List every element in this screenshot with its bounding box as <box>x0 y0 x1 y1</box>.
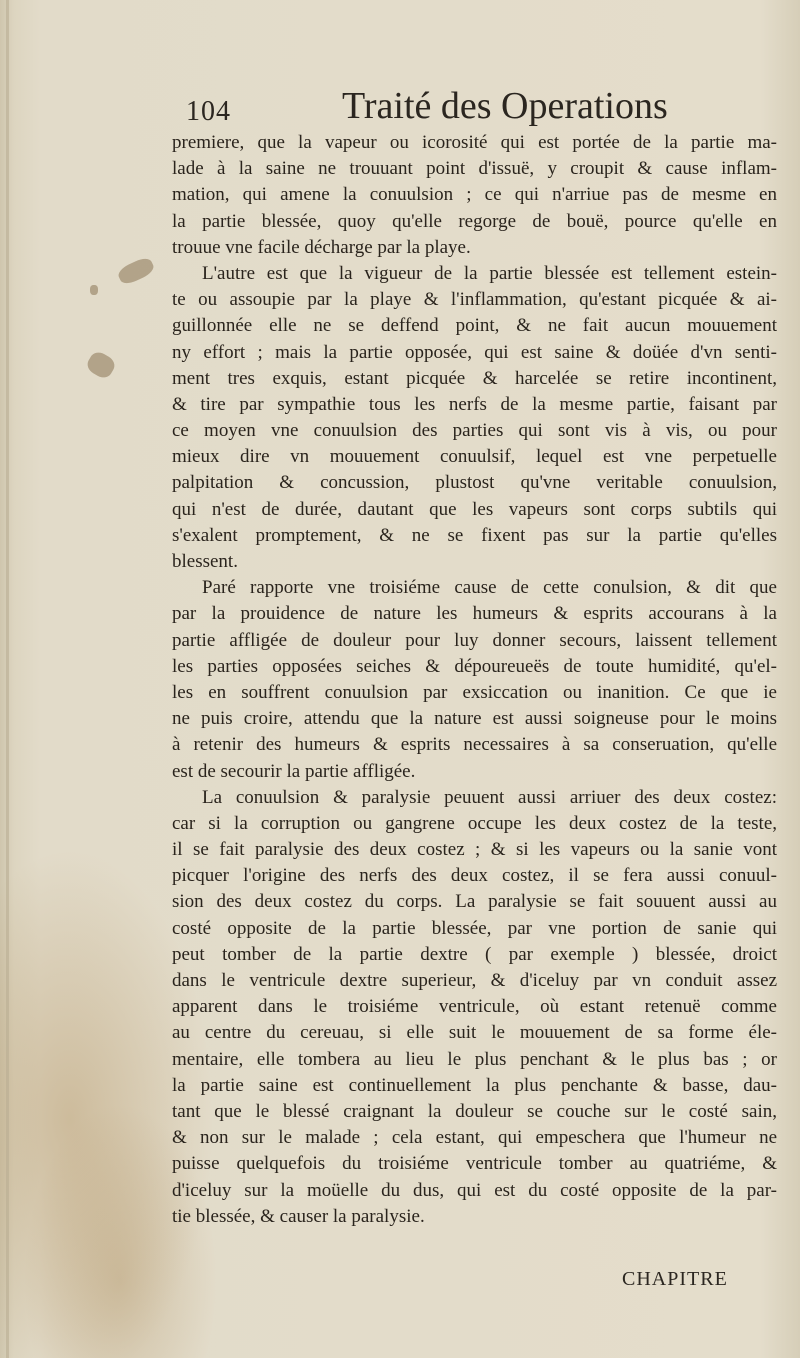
text-line: peut tomber de la partie dextre ( par exemple ) blessée, droict <box>172 943 777 965</box>
text-line: la partie blessée, quoy qu'elle regorge de bouë, pource qu'elle en <box>172 210 777 232</box>
text-line: partie affligée de douleur pour luy donner secours, laissent tellement <box>172 629 777 651</box>
text-line: au centre du cereuau, si elle suit le mouuement de sa forme éle- <box>172 1022 777 1044</box>
text-line: à retenir des humeurs & esprits necessaires à sa conseruation, qu'elle <box>172 734 777 756</box>
page-gutter-edge <box>6 0 9 1358</box>
ink-stain <box>84 349 118 381</box>
ink-stain <box>90 285 98 295</box>
text-line: est de secourir la partie affligée. <box>172 760 416 782</box>
text-line: tie blessée, & causer la paralysie. <box>172 1205 425 1227</box>
text-line: mieux dire vn mouuement conuulsif, lequel est vne perpetuelle <box>172 446 777 468</box>
text-line: ny effort ; mais la partie opposée, qui est saine & doüée d'vn senti- <box>172 341 777 363</box>
text-line: mation, qui amene la conuulsion ; ce qui n'arriue pas de mesme en <box>172 184 777 206</box>
text-line: guillonnée elle ne se deffend point, & ne fait aucun mouuement <box>172 315 777 337</box>
running-title: Traité des Operations <box>342 85 668 127</box>
text-line: & non sur le malade ; cela estant, qui empeschera que l'humeur ne <box>172 1127 777 1149</box>
running-head <box>186 84 666 130</box>
text-line: L'autre est que la vigueur de la partie blessée est tellement estein- <box>202 262 777 284</box>
text-line: La conuulsion & paralysie peuuent aussi arriuer des deux costez: <box>202 786 777 808</box>
text-line: premiere, que la vapeur ou icorosité qui est portée de la partie ma- <box>172 132 777 153</box>
text-line: blessent. <box>172 551 238 572</box>
text-line: picquer l'origine des nerfs des deux costez, il se fera aussi conuul- <box>172 865 777 887</box>
text-line: puisse quelquefois du troisiéme ventricule tomber au quatriéme, & <box>172 1153 777 1175</box>
body-text <box>172 130 777 1230</box>
text-line: mentaire, elle tombera au lieu le plus penchant & le plus bas ; or <box>172 1048 777 1070</box>
text-line: s'exalent promptement, & ne se fixent pas sur la partie qu'elles <box>172 524 777 546</box>
ink-stain <box>116 255 156 287</box>
text-line: ne puis croire, attendu que la nature est aussi soigneuse pour le moins <box>172 708 777 730</box>
text-line: d'iceluy sur la moüelle du dus, qui est du costé opposite de la par- <box>172 1179 777 1201</box>
text-line: Paré rapporte vne troisiéme cause de cette conulsion, & dit que <box>202 577 777 599</box>
text-line: lade à la saine ne trouuant point d'issuë, y croupit & cause inflam- <box>172 158 777 180</box>
text-line: les en souffrent conuulsion par exsiccation ou inanition. Ce que ie <box>172 681 777 703</box>
text-line: sion des deux costez du corps. La paralysie se fait souuent aussi au <box>172 891 777 913</box>
text-line: dans le ventricule dextre superieur, & d'iceluy par vn conduit assez <box>172 970 777 991</box>
text-line: & tire par sympathie tous les nerfs de la mesme partie, faisant par <box>172 393 777 415</box>
text-line: ment tres exquis, estant picquée & harcelée se retire incontinent, <box>172 367 777 389</box>
text-line: qui n'est de durée, dautant que les vapeurs sont corps subtils qui <box>172 498 777 520</box>
text-line: costé opposite de la partie blessée, par vne portion de sanie qui <box>172 917 777 939</box>
text-line: te ou assoupie par la playe & l'inflammation, qu'estant picquée & ai- <box>172 289 777 311</box>
text-line: la partie saine est continuellement la plus penchante & basse, dau- <box>172 1074 777 1096</box>
text-line: par la prouidence de nature les humeurs & esprits accourans à la <box>172 603 777 625</box>
text-line: car si la corruption ou gangrene occupe les deux costez de la teste, <box>172 812 777 834</box>
catchword: CHAPITRE <box>622 1268 728 1290</box>
text-line: palpitation & concussion, plustost qu'vne veritable conuulsion, <box>172 472 777 494</box>
text-line: les parties opposées seiches & dépoureueës de toute humidité, qu'el- <box>172 655 777 677</box>
text-line: trouue vne facile décharge par la playe. <box>172 236 471 258</box>
text-line: apparent dans le troisiéme ventricule, où estant retenuë comme <box>172 996 777 1018</box>
text-line: ce moyen vne conuulsion des parties qui sont vis à vis, ou pour <box>172 420 777 442</box>
page-number: 104 <box>186 96 231 127</box>
text-line: tant que le blessé craignant la douleur se couche sur le costé sain, <box>172 1100 777 1122</box>
text-line: il se fait paralysie des deux costez ; & si les vapeurs ou la sanie vont <box>172 839 777 861</box>
